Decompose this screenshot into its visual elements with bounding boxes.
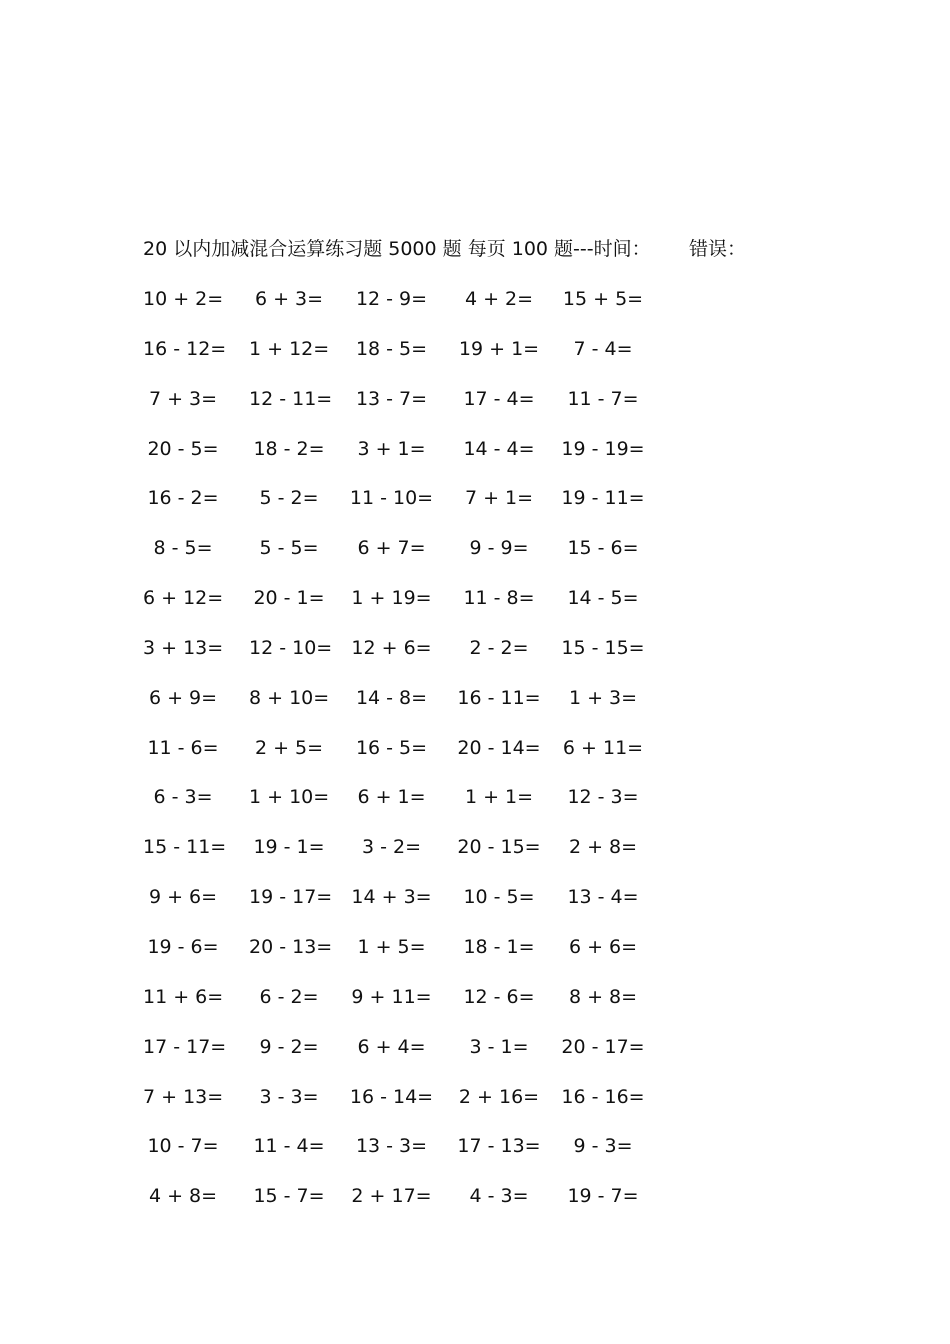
problem-row [0,284,700,334]
problem-item: 12 - 10= [249,636,333,659]
problem-row [0,1181,700,1231]
problem-item: 3 - 2= [361,836,422,859]
problem-item: 2 - 2= [469,636,529,659]
problem-item: 6 + 6= [568,935,638,958]
problem-item: 18 - 5= [355,337,428,360]
problem-item: 7 - 4= [573,337,633,360]
problem-item: 6 + 12= [143,587,224,610]
problem-item: 16 - 2= [147,487,219,510]
problem-item: 9 + 6= [148,886,218,909]
problem-item: 6 + 1= [357,786,426,809]
problem-item: 12 - 9= [355,288,428,310]
problem-row [0,583,700,633]
problem-item: 20 - 17= [561,1035,645,1058]
problem-item: 18 - 1= [463,935,535,958]
problem-item: 13 - 3= [355,1135,428,1158]
problem-item: 19 - 17= [249,886,333,909]
problem-item: 20 - 13= [249,935,333,958]
problem-item: 16 - 11= [457,686,541,709]
problem-item: 3 - 3= [259,1085,319,1108]
problem-row [0,932,700,982]
problem-item: 13 - 7= [355,387,428,410]
problem-item: 18 - 2= [253,437,325,460]
problem-item: 6 + 9= [148,686,218,709]
problem-item: 7 + 1= [464,487,534,510]
problem-item: 9 - 2= [259,1035,319,1058]
problem-item: 2 + 8= [568,836,638,859]
problem-row [0,832,700,882]
problem-item: 19 - 6= [147,935,219,958]
problem-item: 2 + 16= [458,1085,540,1108]
problem-item: 3 - 1= [469,1035,529,1058]
problem-item: 5 - 2= [259,487,319,510]
problem-item: 10 - 5= [463,886,535,909]
problem-row [0,434,700,484]
problem-item: 6 - 2= [259,985,319,1008]
problem-item: 1 + 5= [357,935,426,958]
problem-row [0,733,700,783]
problem-item: 20 - 1= [253,587,325,610]
problem-item: 1 + 12= [249,337,330,360]
problem-item: 13 - 4= [567,886,639,909]
problem-item: 1 + 1= [464,786,534,809]
problem-item: 7 + 13= [143,1085,224,1108]
problem-item: 1 + 19= [351,587,432,610]
problem-item: 10 - 7= [147,1135,219,1158]
problem-item: 19 - 1= [253,836,325,859]
problem-item: 6 + 11= [562,736,644,759]
problem-item: 15 - 11= [143,836,227,859]
problem-item: 14 - 4= [463,437,535,460]
problem-item: 15 - 15= [561,636,645,659]
problem-row [0,384,700,434]
problem-item: 3 + 1= [357,437,426,460]
problem-row [0,782,700,832]
problem-row [0,334,700,384]
problem-item: 16 - 5= [355,736,428,759]
problem-row [0,982,700,1032]
problem-row [0,1131,700,1181]
problem-row [0,633,700,683]
problem-item: 1 + 10= [249,786,330,809]
problem-item: 17 - 13= [457,1135,541,1158]
worksheet-header [143,234,843,264]
problem-item: 16 - 12= [143,337,227,360]
problem-item: 5 - 5= [259,537,319,560]
problem-item: 12 - 3= [567,786,639,809]
problem-item: 19 - 19= [561,437,645,460]
problem-row [0,1032,700,1082]
problem-item: 19 - 7= [567,1185,639,1208]
problem-item: 14 - 5= [567,587,639,610]
problem-item: 12 + 6= [351,636,432,659]
problem-item: 11 - 8= [463,587,535,610]
problem-item: 14 + 3= [351,886,432,909]
problem-item: 11 - 6= [147,736,219,759]
problem-item: 3 + 13= [143,636,224,659]
problem-item: 11 - 7= [567,387,639,410]
problem-item: 11 - 10= [349,487,434,510]
problem-item: 4 + 8= [148,1185,218,1208]
problem-item: 19 + 1= [458,337,540,360]
problem-item: 6 - 3= [153,786,213,809]
problem-item: 11 + 6= [143,985,224,1008]
problem-item: 20 - 15= [457,836,541,859]
problem-item: 10 + 2= [143,288,224,310]
problem-item: 16 - 14= [349,1085,434,1108]
errors-label: 错误： [689,238,747,260]
problem-item: 12 - 11= [249,387,333,410]
problem-item: 4 + 2= [464,288,534,310]
problem-item: 15 - 6= [567,537,639,560]
problem-item: 4 - 3= [469,1185,529,1208]
problem-row [0,882,700,932]
problem-item: 14 - 8= [355,686,428,709]
problem-item: 6 + 3= [254,288,324,310]
problem-row [0,533,700,583]
problem-item: 9 - 9= [469,537,529,560]
problem-item: 19 - 11= [561,487,645,510]
problem-item: 2 + 5= [254,736,324,759]
problem-item: 20 - 14= [457,736,541,759]
problem-item: 2 + 17= [351,1185,432,1208]
problem-item: 17 - 4= [463,387,535,410]
problem-item: 11 - 4= [253,1135,325,1158]
problem-item: 9 - 3= [573,1135,633,1158]
problem-row [0,1082,700,1132]
problem-row [0,683,700,733]
problem-item: 7 + 3= [148,387,218,410]
problem-item: 15 + 5= [562,288,644,310]
problem-row [0,483,700,533]
problem-item: 6 + 4= [357,1035,426,1058]
problem-item: 6 + 7= [357,537,426,560]
problem-item: 9 + 11= [351,985,432,1008]
problem-item: 8 - 5= [153,537,213,560]
problem-item: 12 - 6= [463,985,535,1008]
problem-item: 17 - 17= [143,1035,227,1058]
worksheet-title: 20 以内加减混合运算练习题 5000 题 每页 100 题---时间： [143,238,651,260]
problem-grid [0,284,700,1231]
problem-item: 15 - 7= [253,1185,325,1208]
problem-item: 1 + 3= [568,686,638,709]
problem-item: 8 + 8= [568,985,638,1008]
problem-item: 8 + 10= [249,686,330,709]
problem-item: 16 - 16= [561,1085,645,1108]
problem-item: 20 - 5= [147,437,219,460]
